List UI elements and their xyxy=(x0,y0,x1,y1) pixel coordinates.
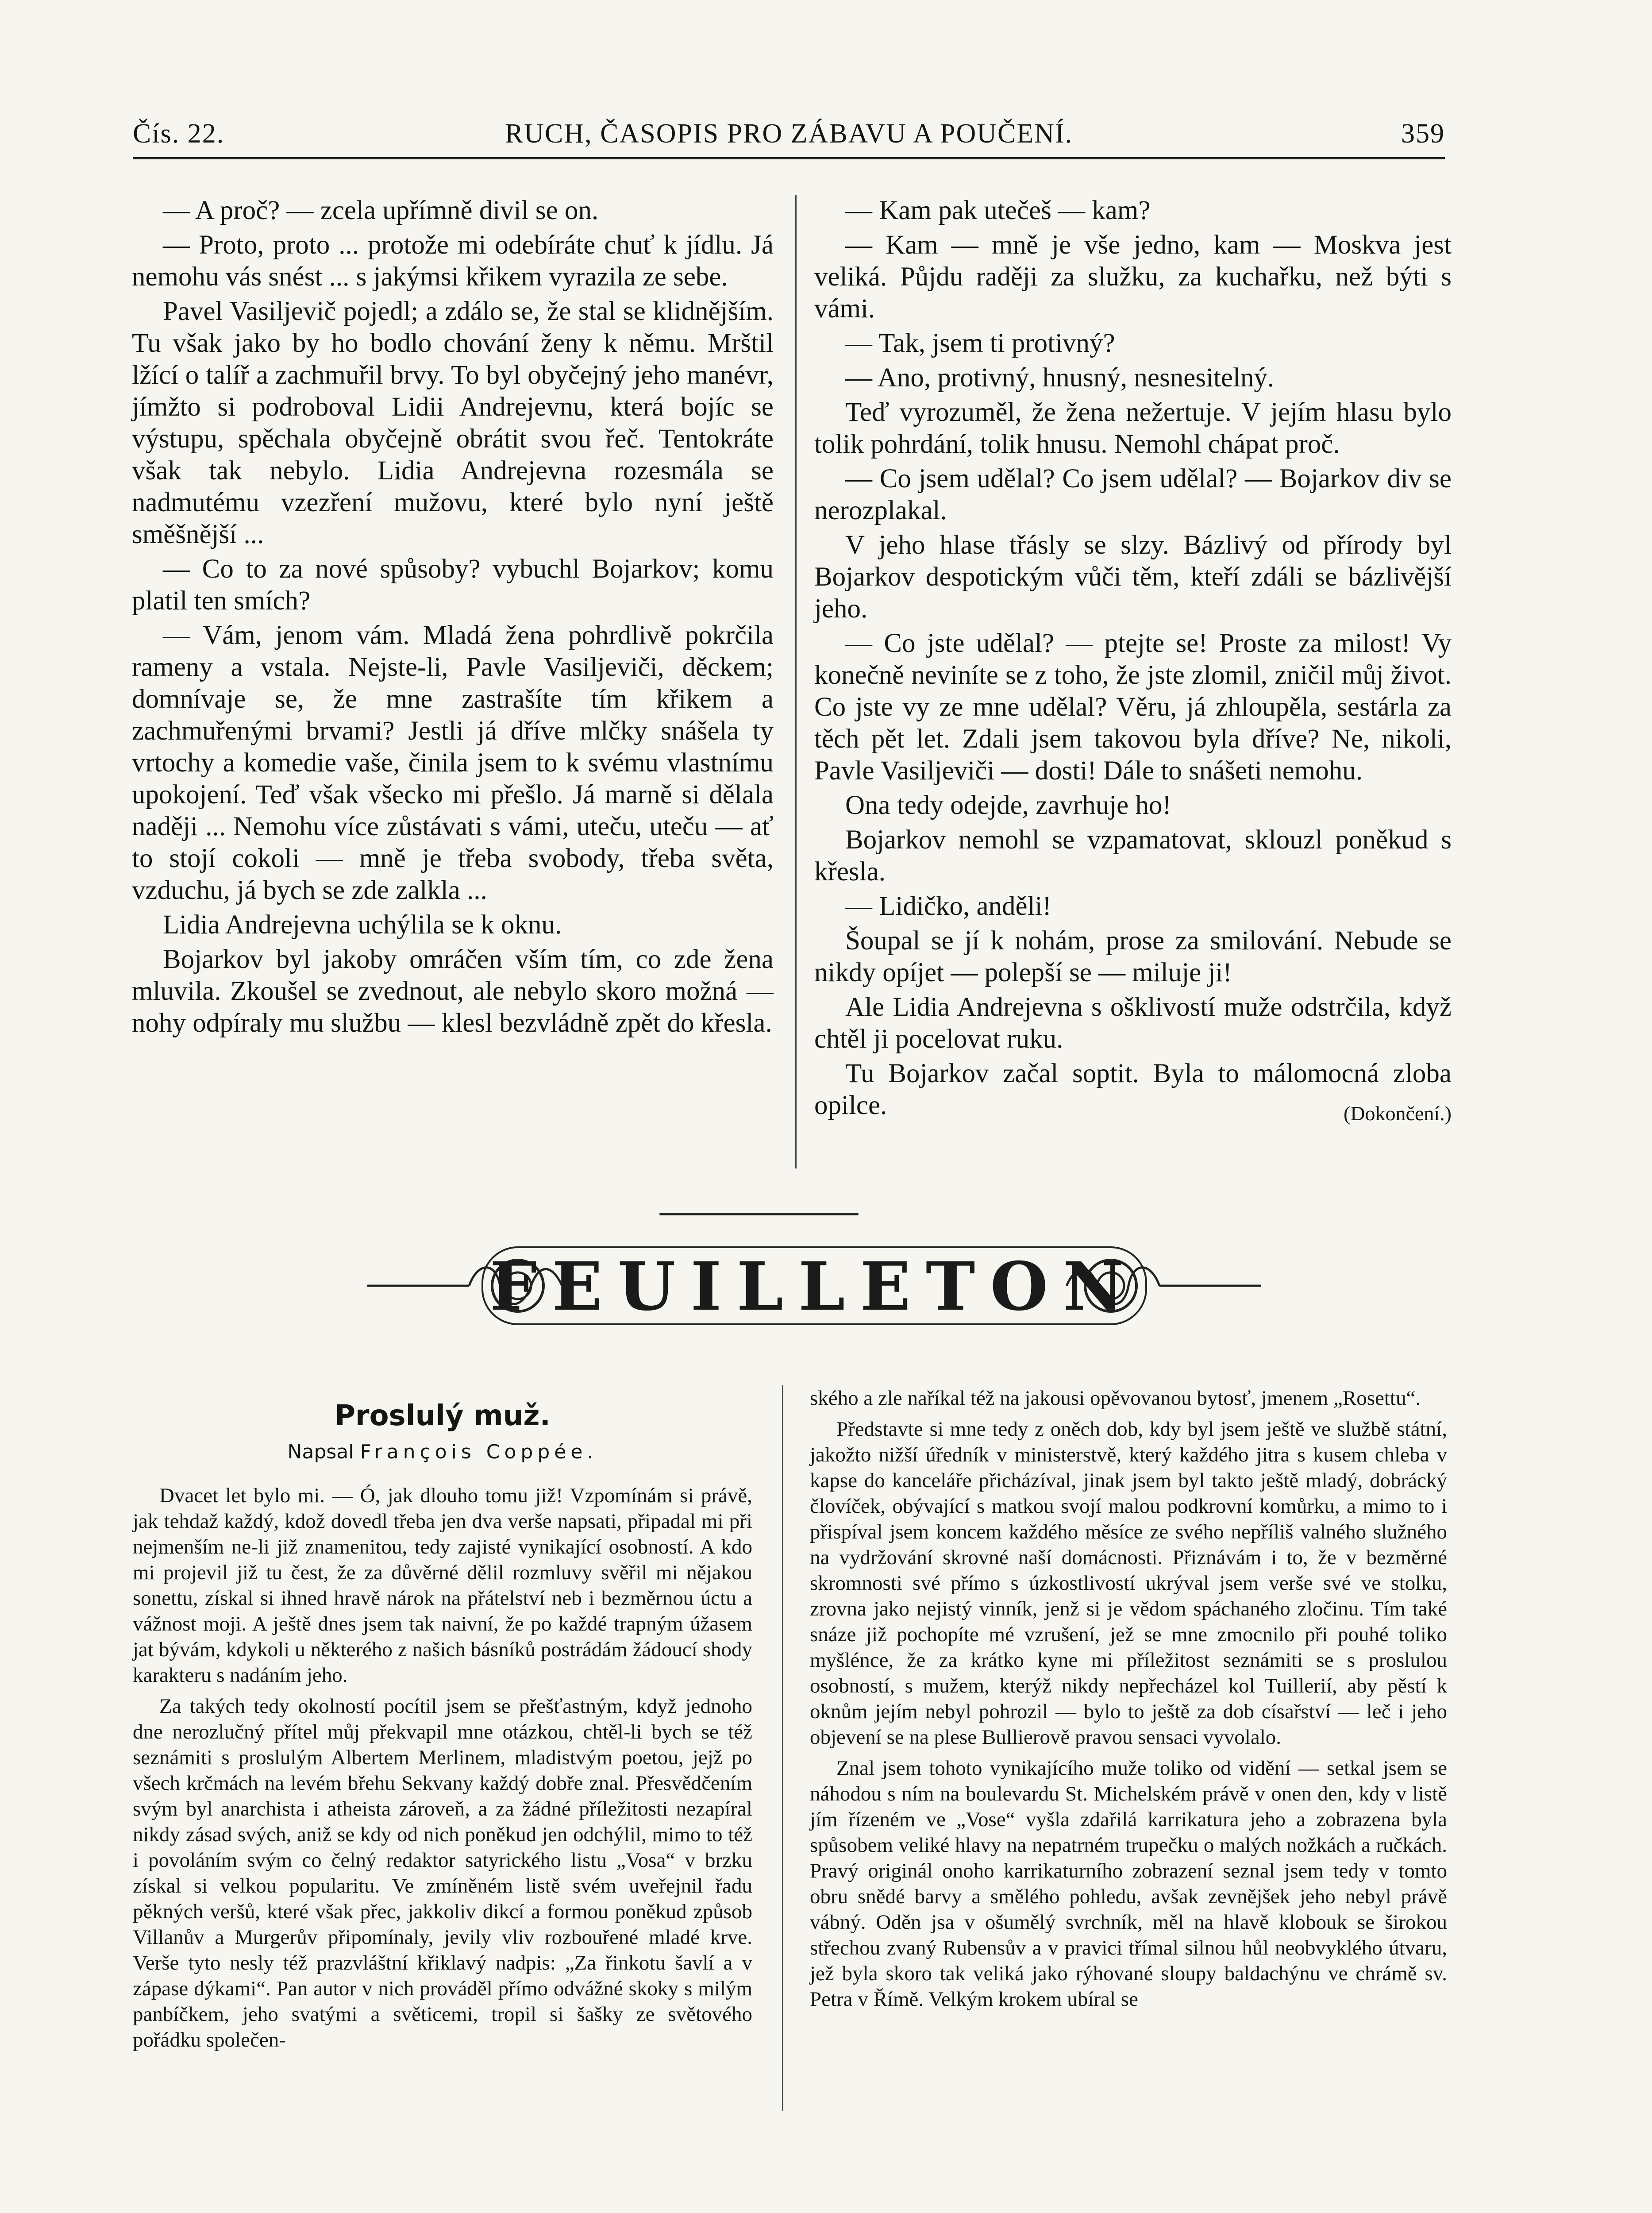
paragraph: Představte si mne tedy z oněch dob, kdy byl jsem ještě ve službě státní, jakožto nižší úředník v ministerstvě, který každého jitra s kusem chleba v kapse do kanceláře přicházíval, jinak jsem byl takto ještě mladý, dobrácký človíček, obývající s matkou svojí malou podkrovní komůrku, a mimo to i přispíval jsem koncem každého měsíce ze svého nepříliš valného služného na vydržování skrovné naší domácnosti. Přiznávám i to, že v bezměrné skromnosti své přímo s úzkostlivostí ukrýval jsem verše své ve stolku, zrovna jako nejistý vinník, jenž si je vědom spáchaného zločinu. Tím také snáze již pochopíte mé vzrušení, jež se mne zmocnilo při pouhé toliko myšlénce, že za krátko kyne mi příležitost seznámiti se s proslulou osobností, s mužem, kterýž nikdy nepřecházel kol Tuillerií, aby pěstí k oknům jejím nebyl pohrozil — bylo to ještě za dob císařství — leč i jeho objevení se na plese Bullierově pravou sensaci vyvolalo. xyxy=(810,1418,1447,1749)
paragraph: — Ano, protivný, hnusný, nesnesitelný. xyxy=(845,363,1275,393)
paragraph: Ale Lidia Andrejevna s ošklivostí muže odstrčila, když chtěl ji pocelovat ruku. xyxy=(814,992,1452,1054)
section-separator xyxy=(659,1213,859,1215)
paragraph: Znal jsem tohoto vynikajícího muže toliko od vidění — setkal jsem se náhodou s ním na boulevardu St. Michelském právě v onen den, kdy v listě jím řízeném ve „Vose“ vyšla zdařilá karrikatura jeho a zobrazena byla spůsobem veliké hlavy na nepatrném trupečku o malých nožkách a ručkách. Pravý originál onoho karrikaturního zobrazení seznal jsem tedy v tomto obru snědé barvy a smělého pohledu, avšak zevnějšek jeho nebyl právě vábný. Oděn jsa v ošumělý svrchník, měl na hlavě klobouk se širokou střechou zvaný Rubensův a v pravici třímal silnou hůl neobvyklého útvaru, jež byla skoro tak veliká jako rýhované sloupy baldachýnu ve chrámě sv. Petra v Římě. Velkým krokem ubíral se xyxy=(810,1757,1447,2011)
story-column-right xyxy=(814,195,1452,1130)
paragraph: Ona tedy odejde, zavrhuje ho! xyxy=(845,790,1171,820)
journal-title: RUCH, ČASOPIS PRO ZÁBAVU A POUČENÍ. xyxy=(504,119,1073,149)
paragraph: — Kam pak utečeš — kam? xyxy=(845,196,1151,225)
column-divider xyxy=(782,1385,783,2111)
continued-note: (Dokončení.) xyxy=(1344,1102,1452,1125)
paragraph: Tu Bojarkov začal soptit. Byla to málomocná zloba opilce. xyxy=(814,1059,1452,1120)
page-number: 359 xyxy=(1401,119,1445,149)
feuilleton-heading: FEUILLETON xyxy=(489,1248,1139,1326)
paragraph: — A proč? — zcela upřímně divil se on. xyxy=(163,196,599,225)
paragraph: Lidia Andrejevna uchýlila se k oknu. xyxy=(163,910,562,940)
paragraph: — Co to za nové spůsoby? vybuchl Bojarkov; komu platil ten smích? xyxy=(132,554,774,616)
paragraph: — Proto, proto ... protože mi odebíráte chuť k jídlu. Já nemohu vás snést ... s jakýmsi křikem vyrazila ze sebe. xyxy=(132,230,774,292)
paragraph: — Vám, jenom vám. Mladá žena pohrdlivě pokrčila rameny a vstala. Nejste-li, Pavle Vasiljeviči, děckem; domnívaje se, že mne zastrašíte tím křikem a zachmuřenými brvami? Jestli já dříve mlčky snášela ty vrtochy a komedie vaše, činila jsem to k svému vlastnímu upokojení. Teď však všecko mi přešlo. Já marně si dělala naději ... Nemohu více zůstávati s vámi, uteču, uteču — ať to stojí cokoli — mně je třeba svobody, třeba světa, vzduchu, já bych se zde zalkla ... xyxy=(132,621,774,905)
paragraph: V jeho hlase třásly se slzy. Bázlivý od přírody byl Bojarkov despotickým vůči těm, kteří zdáli se bázlivější jeho. xyxy=(814,530,1452,624)
paragraph: Bojarkov nemohl se vzpamatovat, sklouzl poněkud s křesla. xyxy=(814,825,1452,887)
column-divider xyxy=(795,195,797,1168)
paragraph: Bojarkov byl jakoby omráčen vším tím, co zde žena mluvila. Zkoušel se zvednout, ale nebylo skoro možná — nohy odpíraly mu službu — klesl bezvládně zpět do křesla. xyxy=(132,945,774,1038)
header-rule xyxy=(133,157,1445,159)
paragraph: — Co jsem udělal? Co jsem udělal? — Bojarkov div se nerozplakal. xyxy=(814,464,1452,525)
paragraph: — Co jste udělal? — ptejte se! Proste za milost! Vy konečně neviníte se z toho, že jste zlomil, zničil můj život. Co jste vy ze mne udělal? Věru, já zhloupěla, sestárla za těch pět let. Zdali jsem takovou byla dříve? Ne, nikoli, Pavle Vasiljeviči — dosti! Dále to snášeti nemohu. xyxy=(814,628,1452,786)
byline-prefix: Napsal xyxy=(287,1441,354,1463)
paragraph: Šoupal se jí k nohám, prose za smilování. Nebude se nikdy opíjet — polepší se — miluje ji! xyxy=(814,926,1452,987)
story-column-left xyxy=(132,195,774,1042)
page-header xyxy=(133,113,1445,153)
paragraph: — Lidičko, anděli! xyxy=(845,891,1051,921)
feuilleton-column-right xyxy=(810,1385,1447,2017)
byline xyxy=(133,1439,752,1465)
feuilleton-column-left xyxy=(133,1346,752,2058)
paragraph: ského a zle naříkal též na jakousi opěvovanou bytosť, jmenem „Rosettu“. xyxy=(810,1387,1421,1410)
paragraph: Pavel Vasiljevič pojedl; a zdálo se, že stal se klidnějším. Tu však jako by ho bodlo chování ženy k němu. Mrštil lžící o talíř a zachmuřil brvy. To byl obyčejný jeho manévr, jímžto si podroboval Lidii Andrejevnu, která bojíc se výstupu, spěchala obyčejně obrátit svou řeč. Tentokráte však tak nebylo. Lidia Andrejevna rozesmála se nadmutému vzezření mužovu, které bylo nyní ještě směšnější ... xyxy=(132,297,774,549)
paragraph: Teď vyrozuměl, že žena nežertuje. V jejím hlasu bylo tolik pohrdání, tolik hnusu. Nemohl chápat proč. xyxy=(814,397,1452,459)
paragraph: Za takých tedy okolností pocítil jsem se přešťastným, když jednoho dne nerozlučný přítel můj překvapil mne otázkou, chtěl-li bych se též seznámiti s proslulým Albertem Merlinem, mladistvým poetou, jejž po všech krčmách na levém břehu Sekvany každý dobře znal. Přesvědčením svým byl anarchista i atheista zároveň, a za žádné příležitosti nezapíral nikdy zásad svých, aniž se kdy od nich poněkud jen odchýlil, mimo to též i povoláním svým co čelný redaktor satyrického listu „Vosa“ v brzku získal si velkou popularitu. Ve zmíněném listě svém uveřejnil řadu pěkných veršů, které však přec, jakkoliv dikcí a formou poněkud způsob Villanův a Murgerův připomínaly, jevily vliv rozbouřené mladé krve. Verše tyto nesly též prazvláštní křiklavý nadpis: „Za řinkotu šavlí a v zápase dýkami“. Pan autor v nich prováděl přímo odvážné skoky s milým panbíčkem, jeho svatými a světicemi, tropil si šašky ze světového pořádku společen- xyxy=(133,1695,752,2051)
story-title: Proslulý muž. xyxy=(335,1400,551,1432)
author-name: François Coppée. xyxy=(360,1441,598,1463)
paragraph: Dvacet let bylo mi. — Ó, jak dlouho tomu již! Vzpomínám si právě, jak tehdaž každý, kdož dovedl třeba jen dva verše napsati, připadal mi při nejmenším ne-li již znamenitou, tedy zajisté vynikající osobností. A kdo mi projevil již tu čest, že za důvěrné dělil rozmluvy svěřil mi nějakou sonettu, získal si ihned hravě nárok na přátelství neb i bezměrnou úctu a vážnost moji. A ještě dnes jsem tak naivní, že po každé trapným úžasem jat bývám, kdykoli u některého z našich básníků postrádám žádoucí shody karakteru s nadáním jeho. xyxy=(133,1484,752,1687)
paragraph: — Tak, jsem ti protivný? xyxy=(845,328,1115,358)
paragraph: — Kam — mně je vše jedno, kam — Moskva jest veliká. Půjdu raději za služku, za kuchařku, než býti s vámi. xyxy=(814,230,1452,324)
issue-number: Čís. 22. xyxy=(133,119,225,149)
